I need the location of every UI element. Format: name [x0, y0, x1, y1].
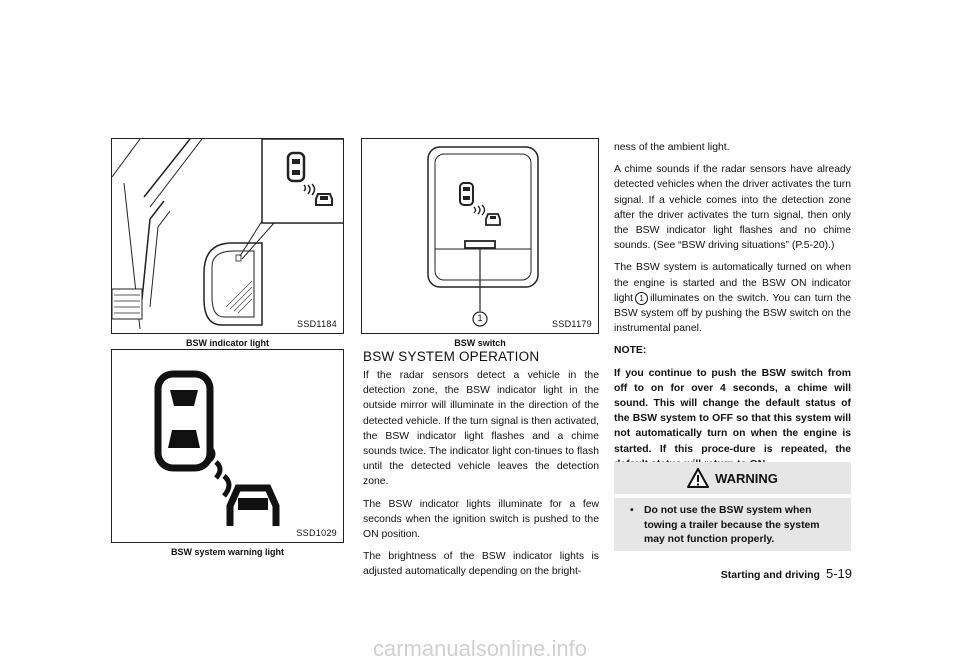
note-label: NOTE: [614, 345, 647, 357]
figure-caption: BSW switch [454, 338, 506, 348]
paragraph-text: The BSW system is automatically turned on when the engine is started and the BSW ON indicator light [614, 262, 851, 304]
column-2-text [363, 368, 599, 587]
section-heading: BSW SYSTEM OPERATION [363, 349, 540, 364]
bsw-switch-illustration [362, 139, 599, 334]
figure-bsw-switch [361, 138, 599, 334]
figure-caption: BSW indicator light [186, 338, 269, 348]
warning-text: Do not use the BSW system when towing a trailer because the system may not function properly. [644, 505, 820, 545]
bsw-warning-icon [112, 350, 344, 543]
warning-title: WARNING [715, 470, 778, 486]
paragraph: The BSW indicator lights illuminate for a few seconds when the ignition switch is pushed to the ON position. [363, 498, 599, 541]
section-name: Starting and driving [720, 569, 820, 581]
warning-header [614, 462, 851, 494]
page-number: 5-19 [825, 566, 852, 581]
paragraph-text: illuminates on the switch. You can turn the BSW system off by pushing the BSW switch on the instrumental panel. [614, 292, 851, 335]
watermark: carmanualsonline.info [372, 636, 588, 661]
paragraph: ness of the ambient light. [614, 142, 730, 153]
page-footer [702, 566, 852, 581]
figure-code: SSD1179 [552, 319, 592, 329]
callout-1: 1 [477, 313, 483, 323]
paragraph: The brightness of the BSW indicator lights is adjusted automatically depending on the bright- [363, 551, 599, 578]
callout-marker: 1 [635, 292, 648, 305]
figure-bsw-indicator-light [111, 138, 344, 334]
mirror-illustration [112, 139, 344, 334]
paragraph [614, 260, 851, 336]
figure-caption: BSW system warning light [170, 547, 284, 557]
paragraph: If the radar sensors detect a vehicle in the detection zone, the BSW indicator light in the outside mirror will illuminate in the direction of the detected vehicle. If the turn signal is then activated, the BSW indicator light flashes and a chime sounds twice. The indicator light con-tinues to flash until the detected vehicle leaves the detection zone. [363, 370, 599, 488]
paragraph: A chime sounds if the radar sensors have already detected vehicles when the driver activates the turn signal. If a vehicle comes into the detection zone after the driver activates the turn signal, then only the BSW indicator light flashes and no chime sounds. (See “BSW driving situations” (P.5-20).) [614, 164, 851, 252]
figure-bsw-warning-light [111, 349, 344, 543]
warning-icon [687, 468, 709, 488]
warning-box [614, 498, 851, 551]
column-3-text [614, 140, 851, 479]
figure-code: SSD1029 [296, 528, 337, 538]
figure-code: SSD1184 [297, 319, 337, 329]
note-body: If you continue to push the BSW switch from off to on for over 4 seconds, a chime will sound. This will change the default status of the BSW system to OFF so that this system will not automatically turn on when the engine is started. If this proce-dure is repeated, the [614, 367, 851, 455]
bullet: • [630, 505, 634, 516]
